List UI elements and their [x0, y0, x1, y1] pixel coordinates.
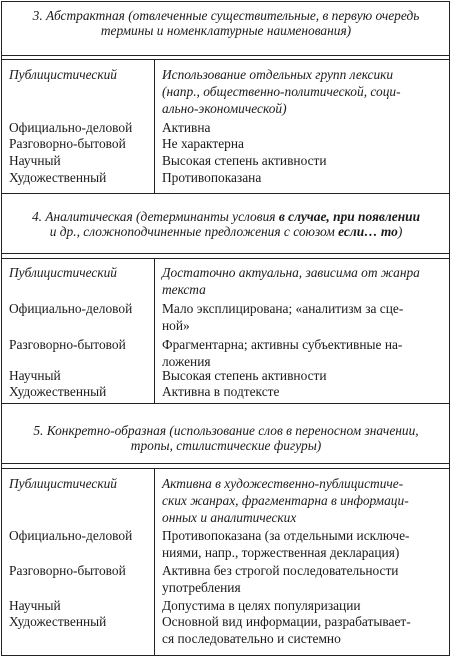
s5-style-artistic: Художественный	[9, 614, 107, 629]
s4-value-official-2: ной»	[162, 318, 190, 333]
s5-value-scientific: Допустима в целях популяризации	[162, 598, 361, 613]
s3-value-official: Активна	[162, 120, 211, 135]
section-4-heading-line-2: и др., сложноподчиненные предложения с союзом если… то)	[49, 224, 403, 239]
s5-value-artistic-1: Основной вид информации, разрабатывает-	[162, 614, 411, 629]
s5-value-official-2: ниями, напр., торжественная декларация)	[162, 545, 400, 560]
s5-style-colloquial: Разговорно-бытовой	[9, 563, 126, 578]
section-3-heading-line-2: термины и номенклатурные наименования)	[100, 23, 352, 38]
s3-style-publicistic: Публицистический	[9, 67, 118, 82]
s5-value-artistic-2: ся последовательно и системно	[162, 631, 341, 646]
section-divider	[1, 193, 450, 194]
s5-value-official-1: Противопоказана (за отдельными исключе-	[162, 528, 410, 543]
s3-style-scientific: Научный	[9, 153, 61, 168]
section-divider	[1, 403, 450, 404]
s3-value-colloquial: Не характерна	[162, 136, 244, 151]
s3-value-scientific: Высокая степень активности	[162, 153, 327, 168]
section-divider	[1, 468, 450, 469]
section-3-heading-line-1: 3. Абстрактная (отвлеченные существительные, в первую очередь	[32, 8, 420, 23]
s3-style-colloquial: Разговорно-бытовой	[9, 136, 126, 151]
column-divider	[154, 468, 155, 655]
section-5-heading-line-2: тропы, стилистические фигуры)	[130, 438, 322, 453]
section-4-heading-line-1: 4. Аналитическая (детерминанты условия в случае, при появлении	[31, 209, 421, 224]
s4-style-colloquial: Разговорно-бытовой	[9, 337, 126, 352]
section-divider	[1, 258, 450, 259]
section-divider	[1, 59, 450, 60]
s3-style-artistic: Художественный	[9, 170, 107, 185]
s5-value-publicistic-1: Активна в художественно-публицистиче-	[162, 476, 404, 491]
section-5-heading	[8, 423, 444, 453]
s3-value-artistic: Противопоказана	[162, 170, 262, 185]
s4-value-colloquial-2: ложения	[162, 354, 211, 369]
section-3-heading	[8, 8, 444, 38]
section-divider	[1, 55, 450, 56]
s5-style-scientific: Научный	[9, 598, 61, 613]
s4-style-scientific: Научный	[9, 368, 61, 383]
s3-value-publicistic-1: Использование отдельных групп лексики	[162, 67, 394, 82]
section-4-heading	[8, 209, 444, 239]
s4-style-official: Официально-деловой	[9, 301, 133, 316]
s5-value-publicistic-2: ских жанрах, фрагментарна в информаци-	[162, 493, 409, 508]
section-divider	[1, 253, 450, 254]
s4-value-publicistic-1: Достаточно актуальна, зависима от жанра	[162, 265, 420, 280]
s4-value-publicistic-2: текста	[162, 282, 206, 297]
s4-value-colloquial-1: Фрагментарна; активны субъективные на-	[162, 337, 403, 352]
section-divider	[1, 463, 450, 464]
section-5-heading-line-1: 5. Конкретно-образная (использование слов в переносном значении,	[33, 423, 419, 438]
s4-style-publicistic: Публицистический	[9, 265, 118, 280]
s5-style-publicistic: Публицистический	[9, 476, 118, 491]
s3-value-publicistic-3: ально-экономической)	[162, 101, 287, 116]
s5-value-publicistic-3: онных и аналитических	[162, 510, 297, 525]
s3-style-official: Официально-деловой	[9, 120, 133, 135]
column-divider	[154, 59, 155, 193]
s4-value-artistic: Активна в подтексте	[162, 384, 280, 399]
s4-value-scientific: Высокая степень активности	[162, 368, 327, 383]
s5-style-official: Официально-деловой	[9, 528, 133, 543]
s5-value-colloquial-1: Активна без строгой последовательности	[162, 563, 399, 578]
s3-value-publicistic-2: (напр., общественно-политической, соци-	[162, 84, 401, 99]
column-divider	[154, 258, 155, 403]
s4-style-artistic: Художественный	[9, 384, 107, 399]
s5-value-colloquial-2: употребления	[162, 580, 241, 595]
s4-value-official-1: Мало эксплицирована; «аналитизм за сце-	[162, 301, 404, 316]
